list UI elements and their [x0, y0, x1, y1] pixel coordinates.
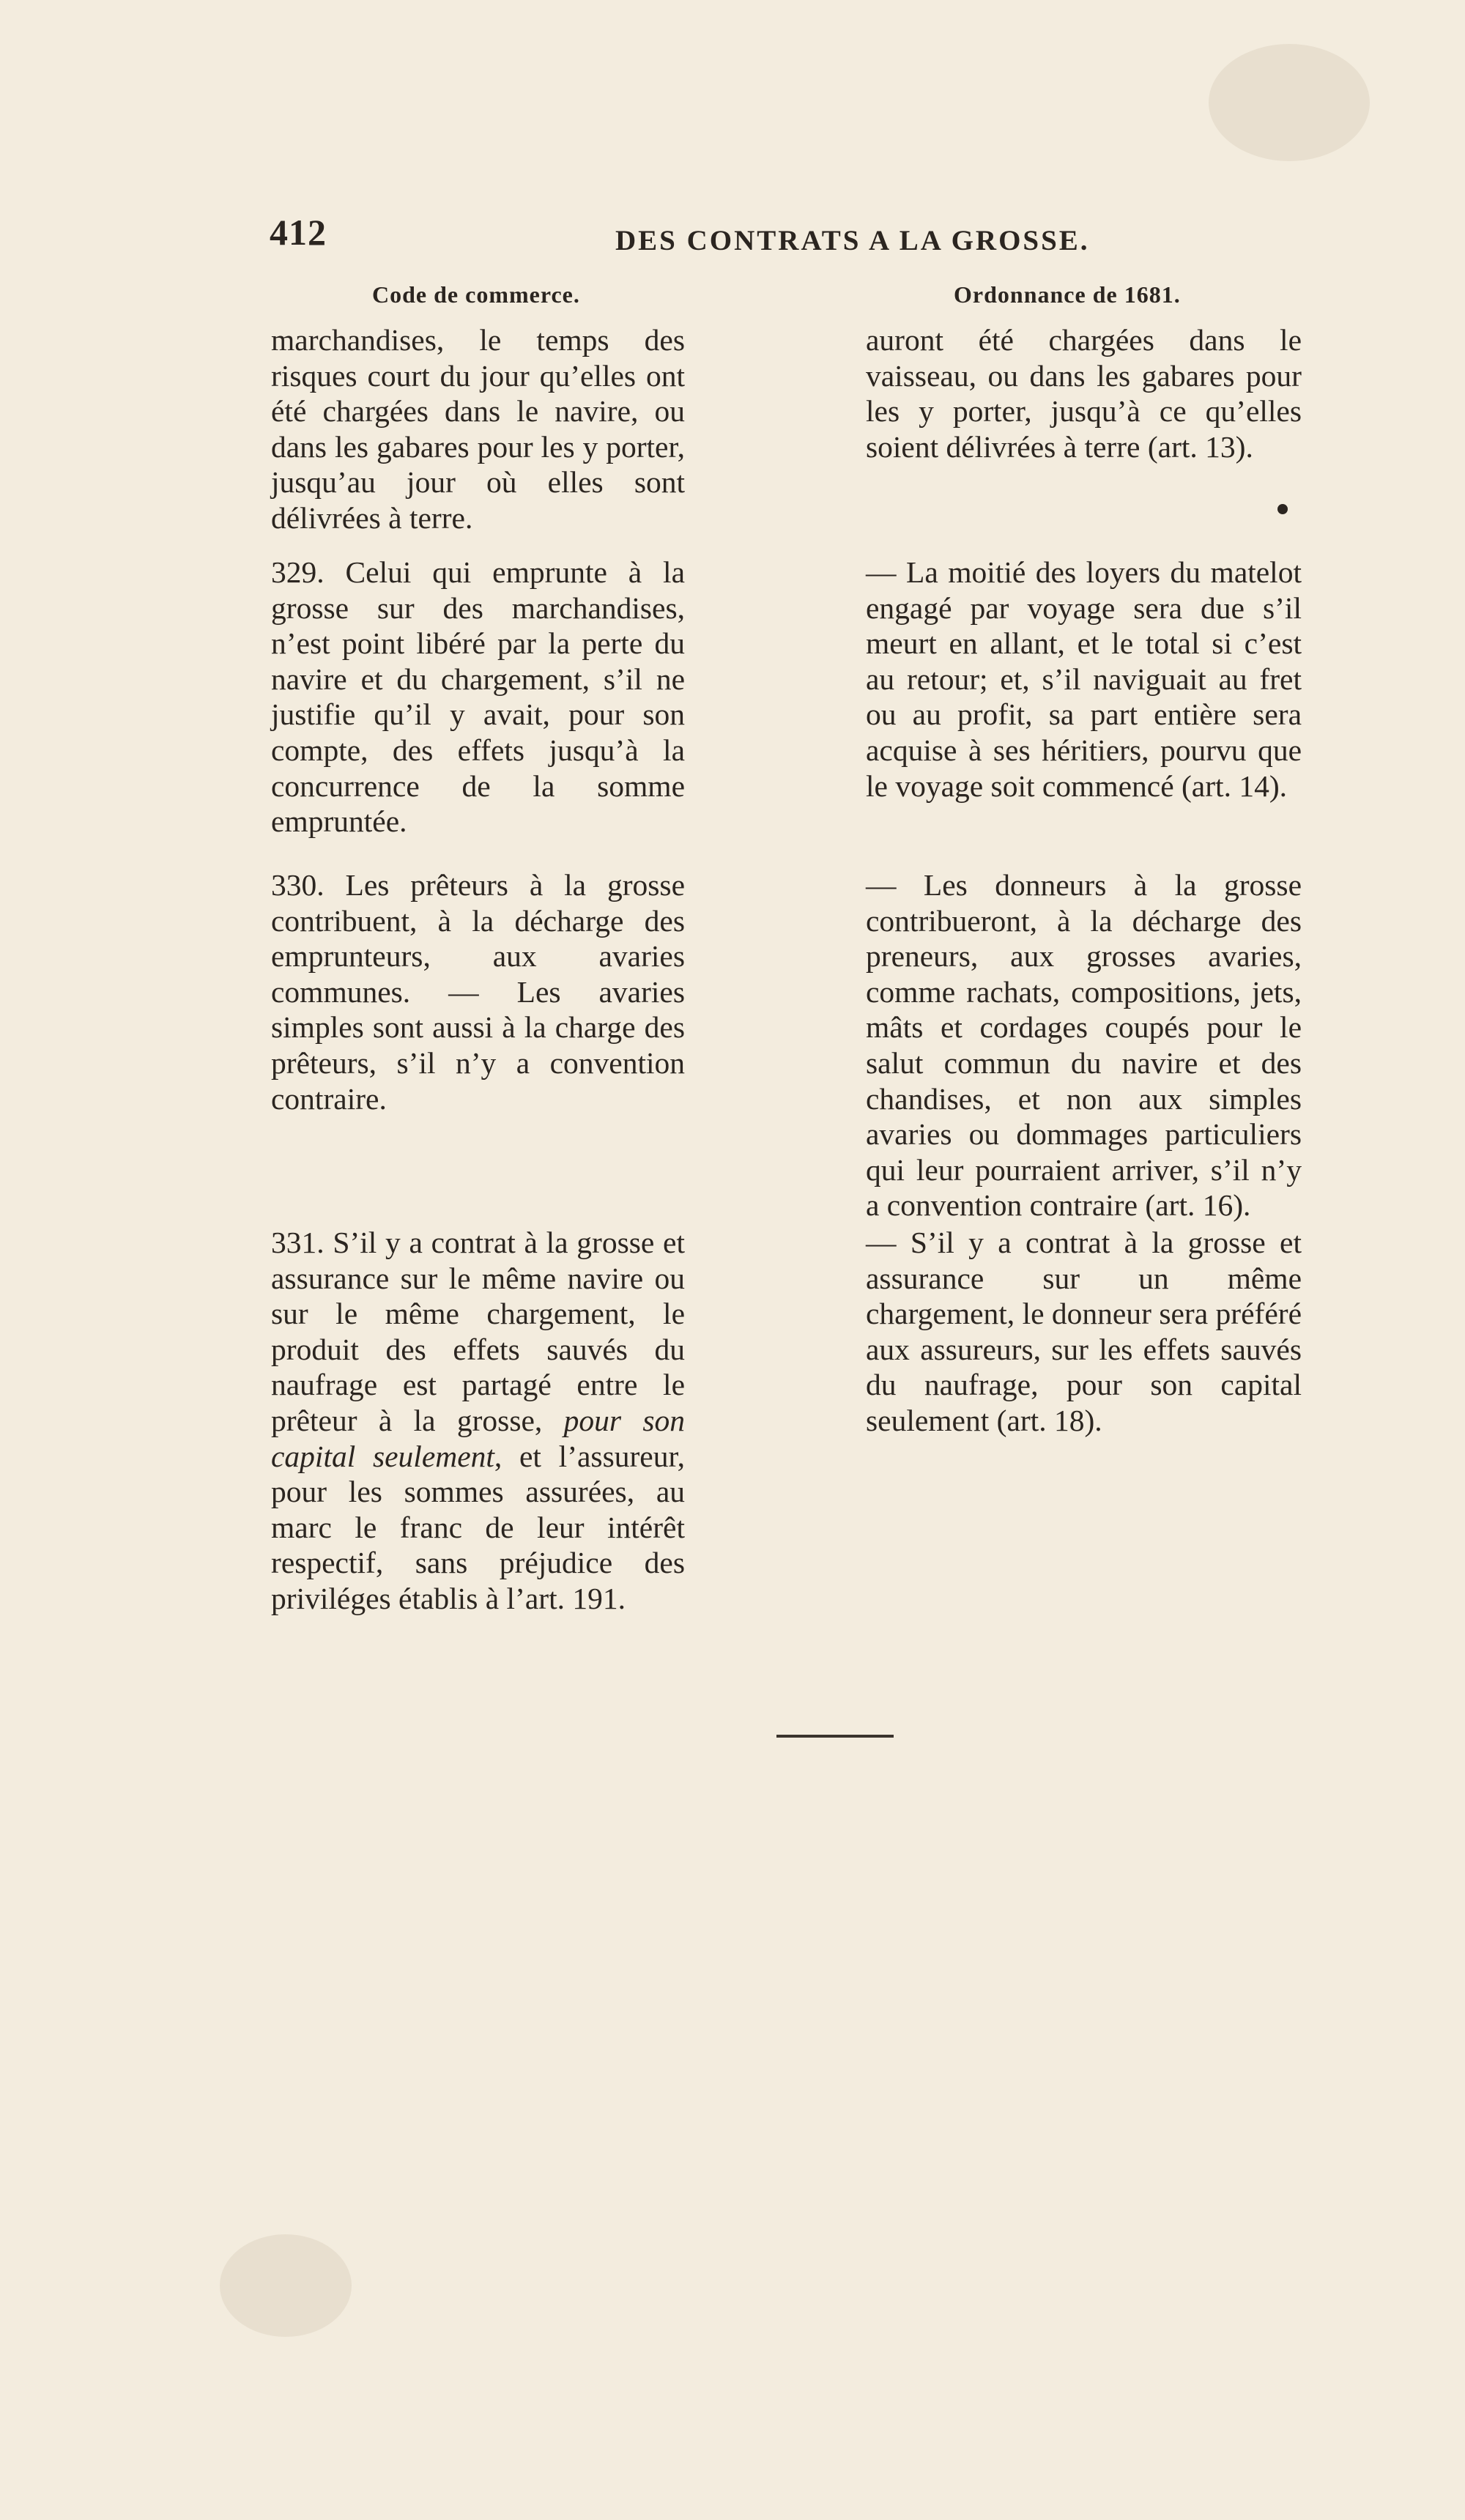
section-divider: [776, 1735, 894, 1738]
paper-stain: [1209, 44, 1370, 161]
paragraph-text: marchandises, le temps des risques court du jour qu’elles ont été chargées dans le navire, ou dans les gabares pour les y porter, jusqu’au jour où elles sont délivrées à terre.: [271, 323, 685, 535]
article-text: Celui qui emprunte à la grosse sur des marchandises, n’est point libéré par la perte du navire et du chargement, s’il ne justifie qu’il y avait, pour son compte, des effets jusqu’à la concurrence de la somme empruntée.: [271, 555, 685, 839]
paragraph-text: — La moitié des loyers du matelot engagé par voyage sera due s’il meurt en allant, et le total si c’est au retour; et, s’il naviguait au fret ou au profit, sa part entière sera acquise à ses héritiers, pourvu que le voyage soit commencé (art. 14).: [866, 555, 1302, 803]
paragraph: [866, 867, 1302, 1223]
paragraph: [866, 1225, 1302, 1439]
article-text: S’il y a contrat à la grosse et assurance sur le même navire ou sur le même chargement, le produit des effets sauvés du naufrage est partagé entre le prêteur à la grosse,: [271, 1226, 685, 1437]
article-329: [271, 555, 685, 840]
article-text: , et l’assureur, pour les sommes assurées, au marc le franc de leur intérêt respectif, sans préjudice des priviléges établis à l’art. 191.: [271, 1439, 686, 1615]
article-number: 331.: [271, 1226, 324, 1259]
article-text-italic: pour son capital seulement: [271, 1403, 685, 1473]
article-number: 329.: [271, 555, 324, 589]
page-number: 412: [270, 212, 327, 253]
paragraph-text: auront été chargées dans le vaisseau, ou dans les gabares pour les y porter, jusqu’à ce qu’elles soient délivrées à terre (art. 13).: [866, 323, 1302, 464]
left-column-heading: Code de commerce.: [372, 281, 580, 308]
paper-stain: [220, 2234, 352, 2337]
paragraph: [866, 322, 1302, 464]
paragraph-text: — S’il y a contrat à la grosse et assurance sur un même chargement, le donneur sera préféré aux assureurs, sur les effets sauvés du naufrage, pour son capital seulement (art. 18).: [866, 1226, 1302, 1437]
paragraph: [271, 322, 685, 536]
paragraph: [866, 555, 1302, 804]
article-number: 330.: [271, 868, 324, 902]
bullet-mark-icon: [1277, 504, 1288, 514]
paragraph-text: — Les donneurs à la grosse contribueront, à la décharge des preneurs, aux grosses avaries, comme rachats, compositions, jets, mâts et cordages coupés pour le salut commun du navire et des chandises, et non aux simples avaries ou dommages particuliers qui leur pourraient arriver, s’il n’y a convention contraire (art. 16).: [866, 868, 1302, 1223]
article-331: [271, 1225, 685, 1617]
article-330: [271, 867, 685, 1116]
right-column-heading: Ordonnance de 1681.: [954, 281, 1181, 308]
running-title: DES CONTRATS A LA GROSSE.: [615, 225, 1090, 256]
article-text: Les prêteurs à la grosse contribuent, à la décharge des emprunteurs, aux avaries communes. — Les avaries simples sont aussi à la charge des prêteurs, s’il n’y a convention contraire.: [271, 868, 685, 1116]
